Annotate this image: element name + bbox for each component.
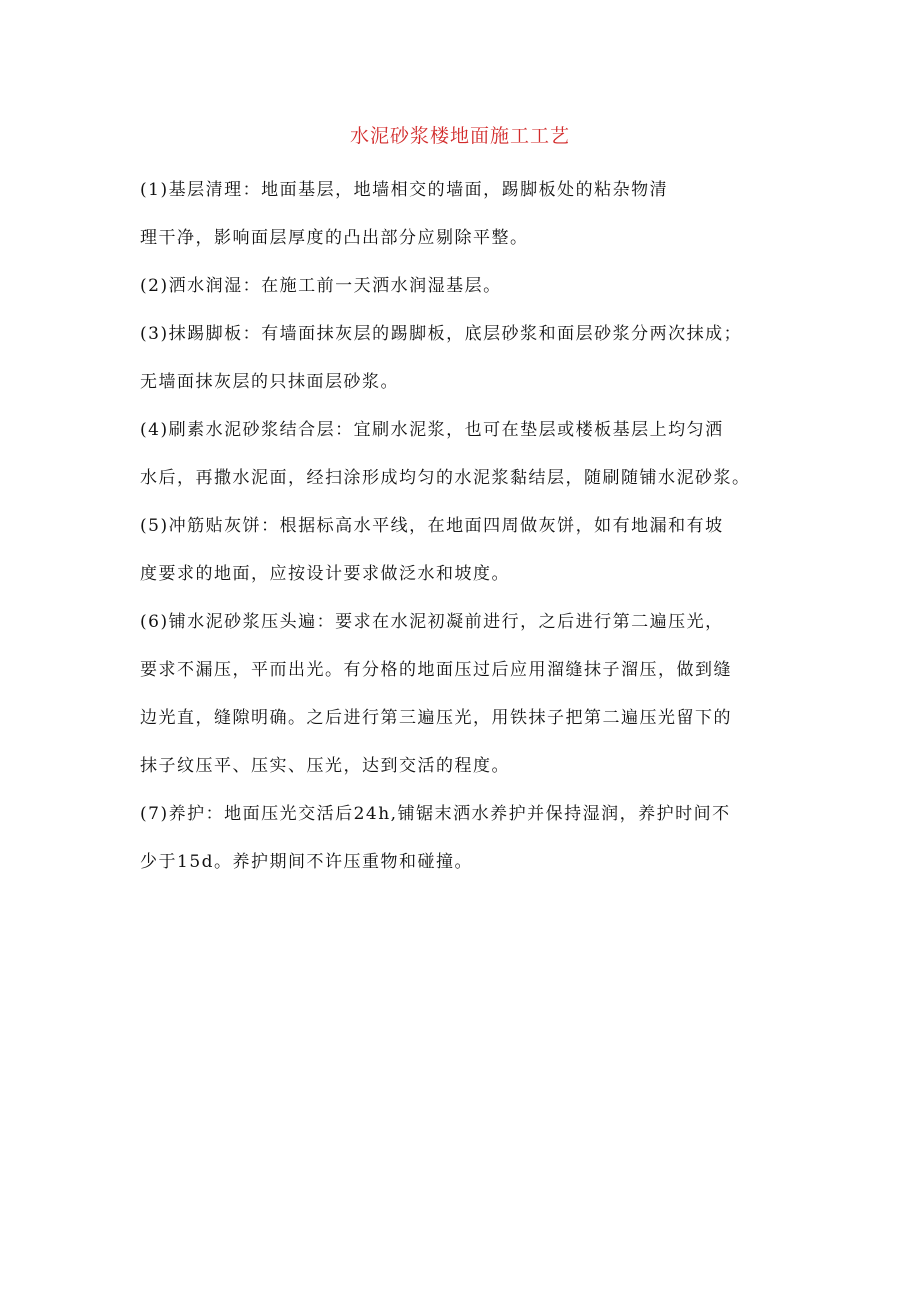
paragraph-5-line-2: 度要求的地面，应按设计要求做泛水和坡度。 xyxy=(140,564,510,584)
paragraph-7-line-1: (7)养护：地面压光交活后24h,铺锯末洒水养护并保持湿润，养护时间不 xyxy=(140,804,731,824)
paragraph-6-line-1: (6)铺水泥砂浆压头遍：要求在水泥初凝前进行，之后进行第二遍压光， xyxy=(140,612,724,632)
paragraph-6-line-2: 要求不漏压，平而出光。有分格的地面压过后应用溜缝抹子溜压，做到缝 xyxy=(140,660,732,680)
paragraph-6-line-3: 边光直，缝隙明确。之后进行第三遍压光，用铁抹子把第二遍压光留下的 xyxy=(140,708,732,728)
document-body xyxy=(140,171,800,891)
paragraph-3-line-1: (3)抹踢脚板：有墙面抹灰层的踢脚板，底层砂浆和面层砂浆分两次抹成； xyxy=(140,324,743,344)
paragraph-2-line-1: (2)洒水润湿：在施工前一天洒水润湿基层。 xyxy=(140,276,502,296)
document-title: 水泥砂浆楼地面施工工艺 xyxy=(349,125,570,147)
paragraph-7-line-2: 少于15d。养护期间不许压重物和碰撞。 xyxy=(140,852,474,872)
paragraph-1-line-1: (1)基层清理：地面基层，地墙相交的墙面，踢脚板处的粘杂物清 xyxy=(140,180,669,200)
paragraph-4-line-2: 水后，再撒水泥面，经扫涂形成均匀的水泥浆黏结层，随刷随铺水泥砂浆。 xyxy=(140,468,751,488)
paragraph-4-line-1: (4)刷素水泥砂浆结合层：宜刷水泥浆，也可在垫层或楼板基层上均匀洒 xyxy=(140,420,724,440)
paragraph-1-line-2: 理干净，影响面层厚度的凸出部分应剔除平整。 xyxy=(140,228,529,248)
paragraph-3-line-2: 无墙面抹灰层的只抹面层砂浆。 xyxy=(140,372,399,392)
paragraph-6-line-4: 抹子纹压平、压实、压光，达到交活的程度。 xyxy=(140,756,510,776)
paragraph-5-line-1: (5)冲筋贴灰饼：根据标高水平线，在地面四周做灰饼，如有地漏和有坡 xyxy=(140,516,724,536)
